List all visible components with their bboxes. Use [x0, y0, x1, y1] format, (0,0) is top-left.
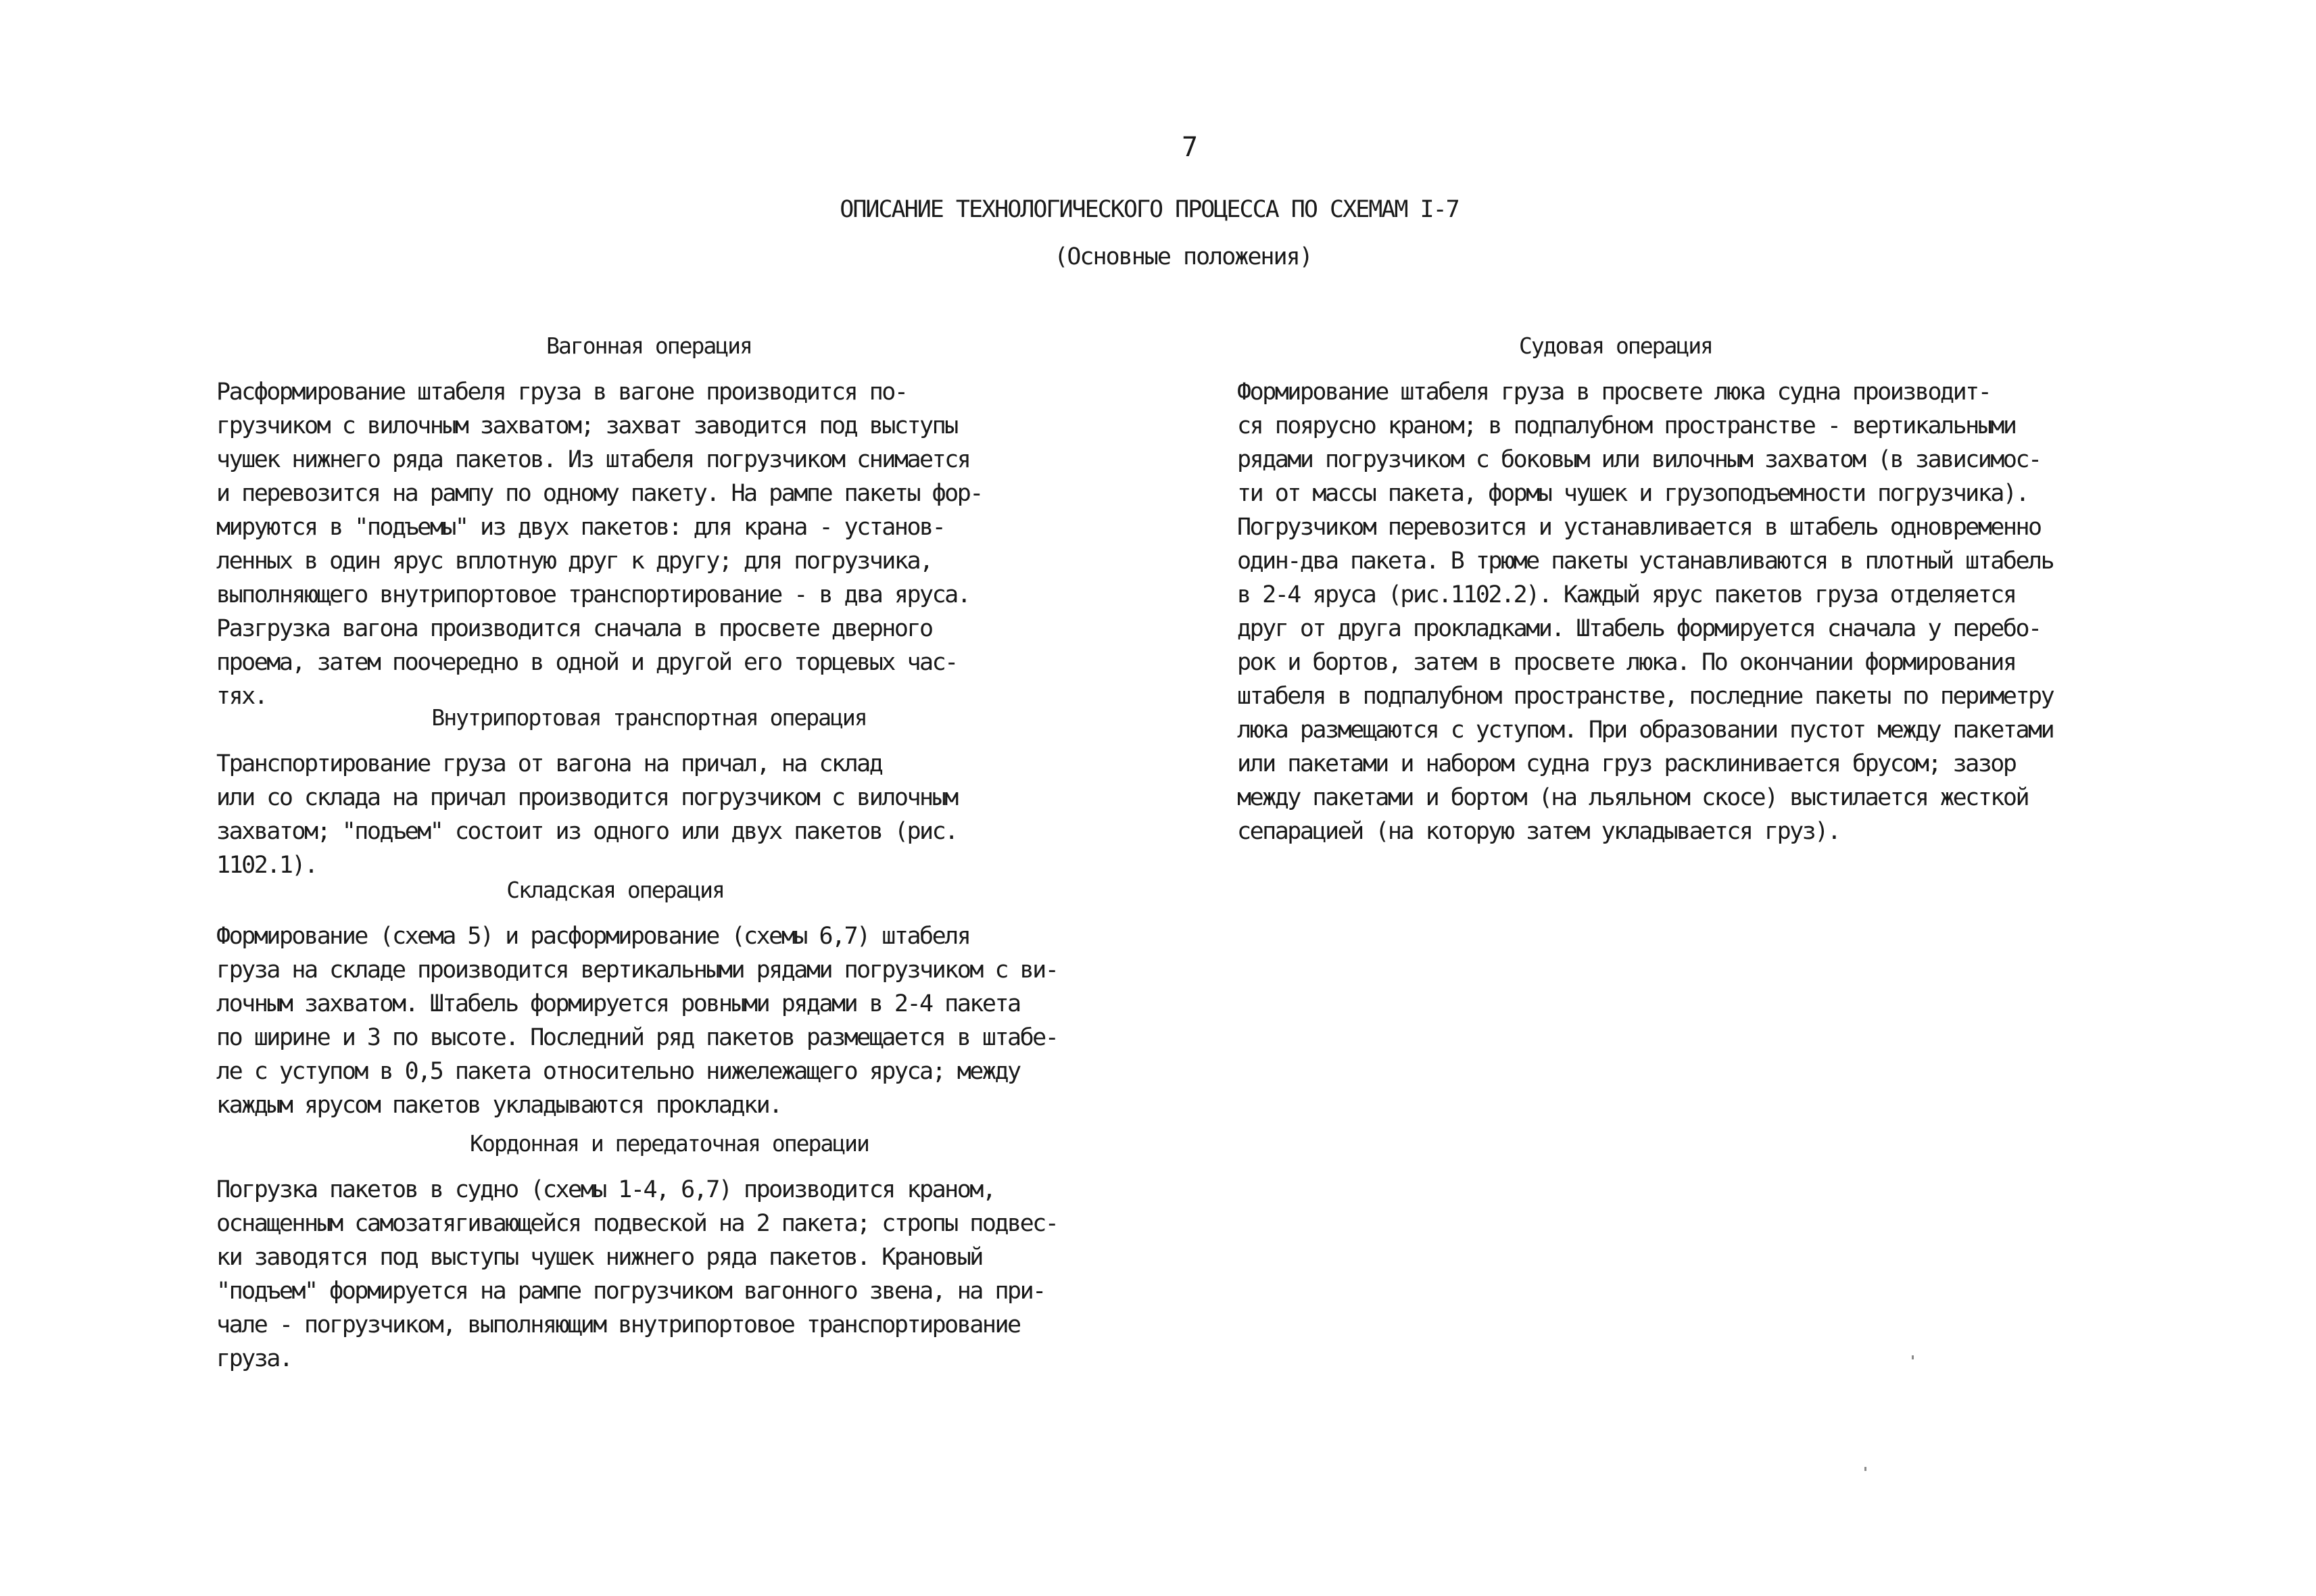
text-line: груза. [216, 1345, 292, 1372]
page-number: 7 [1181, 132, 1199, 163]
text-line: Формирование штабеля груза в просвете люка судна производит- [1237, 379, 1991, 406]
scan-speck [1912, 1355, 1914, 1359]
text-line: ки заводятся под выступы чушек нижнего ряда пакетов. Крановый [216, 1244, 982, 1271]
text-line: один-два пакета. В трюме пакеты устанавливаются в плотный штабель [1237, 548, 2054, 575]
text-line: грузчиком с вилочным захватом; захват заводится под выступы [216, 412, 957, 439]
document-title: ОПИСАНИЕ ТЕХНОЛОГИЧЕСКОГО ПРОЦЕССА ПО СХЕМАМ I-7 [840, 196, 1459, 223]
text-line: выполняющего внутрипортовое транспортирование - в два яруса. [216, 581, 970, 608]
text-line: Погрузка пакетов в судно (схемы 1-4, 6,7) производится краном, [216, 1176, 995, 1203]
text-line: люка размещаются с уступом. При образовании пустот между пакетами [1237, 717, 2054, 744]
text-line: штабеля в подпалубном пространстве, последние пакеты по периметру [1237, 683, 2054, 710]
text-line: оснащенным самозатягивающейся подвеской на 2 пакета; стропы подвес- [216, 1210, 1058, 1237]
text-line: чале - погрузчиком, выполняющим внутрипортовое транспортирование [216, 1311, 1020, 1338]
text-line: груза на складе производится вертикальными рядами погрузчиком с ви- [216, 957, 1058, 984]
text-line: рядами погрузчиком с боковым или вилочным захватом (в зависимос- [1237, 446, 2041, 473]
document-subtitle: (Основные положения) [1054, 243, 1312, 270]
text-line: проема, затем поочередно в одной и другой его торцевых час- [216, 649, 957, 676]
scan-speck [1864, 1467, 1866, 1471]
cordon-operation-text [216, 1173, 1057, 1376]
text-line: ле с уступом в 0,5 пакета относительно нижележащего яруса; между [216, 1058, 1020, 1085]
text-line: Транспортирование груза от вагона на причал, на склад [216, 750, 882, 777]
text-line: лочным захватом. Штабель формируется ровными рядами в 2-4 пакета [216, 990, 1020, 1017]
text-line: между пакетами и бортом (на льяльном скосе) выстилается жесткой [1237, 784, 2029, 811]
text-line: захватом; "подъем" состоит из одного или двух пакетов (рис. [216, 818, 957, 845]
cordon-operation-heading: Кордонная и передаточная операции [470, 1130, 869, 1157]
text-line: каждым ярусом пакетов укладываются прокладки. [216, 1092, 781, 1119]
warehouse-operation-text [216, 919, 1057, 1122]
transport-operation-heading: Внутрипортовая транспортная операция [431, 704, 867, 731]
text-line: Погрузчиком перевозится и устанавливается в штабель одновременно [1237, 514, 2041, 541]
wagon-operation-text [216, 375, 982, 713]
text-line: мируются в "подъемы" из двух пакетов: для крана - установ- [216, 514, 945, 541]
text-line: "подъем" формируется на рампе погрузчиком вагонного звена, на при- [216, 1278, 1045, 1305]
text-line: по ширине и 3 по высоте. Последний ряд пакетов размещается в штабе- [216, 1024, 1058, 1051]
text-line: чушек нижнего ряда пакетов. Из штабеля погрузчиком снимается [216, 446, 970, 473]
text-line: ленных в один ярус вплотную друг к другу; для погрузчика, [216, 548, 932, 575]
text-line: ся поярусно краном; в подпалубном пространстве - вертикальными [1237, 412, 2016, 439]
text-line: Формирование (схема 5) и расформирование (схемы 6,7) штабеля [216, 923, 970, 950]
wagon-operation-heading: Вагонная операция [546, 333, 752, 359]
text-line: сепарацией (на которую затем укладывается груз). [1237, 818, 1840, 845]
text-line: 1102.1). [216, 852, 317, 879]
text-line: или со склада на причал производится погрузчиком с вилочным [216, 784, 957, 811]
warehouse-operation-heading: Складская операция [506, 877, 724, 903]
text-line: Разгрузка вагона производится сначала в просвете дверного [216, 615, 932, 642]
transport-operation-text [216, 747, 957, 882]
ship-operation-heading: Судовая операция [1519, 333, 1712, 359]
text-line: ти от массы пакета, формы чушек и грузоподъемности погрузчика). [1237, 480, 2029, 507]
text-line: Расформирование штабеля груза в вагоне производится по- [216, 379, 907, 406]
text-line: рок и бортов, затем в просвете люка. По окончании формирования [1237, 649, 2016, 676]
ship-operation-text [1237, 375, 2053, 848]
text-line: или пакетами и набором судна груз расклинивается брусом; зазор [1237, 750, 2016, 777]
text-line: тях. [216, 683, 267, 710]
text-line: друг от друга прокладками. Штабель формируется сначала у перебо- [1237, 615, 2041, 642]
text-line: и перевозится на рампу по одному пакету. На рампе пакеты фор- [216, 480, 982, 507]
text-line: в 2-4 яруса (рис.1102.2). Каждый ярус пакетов груза отделяется [1237, 581, 2016, 608]
